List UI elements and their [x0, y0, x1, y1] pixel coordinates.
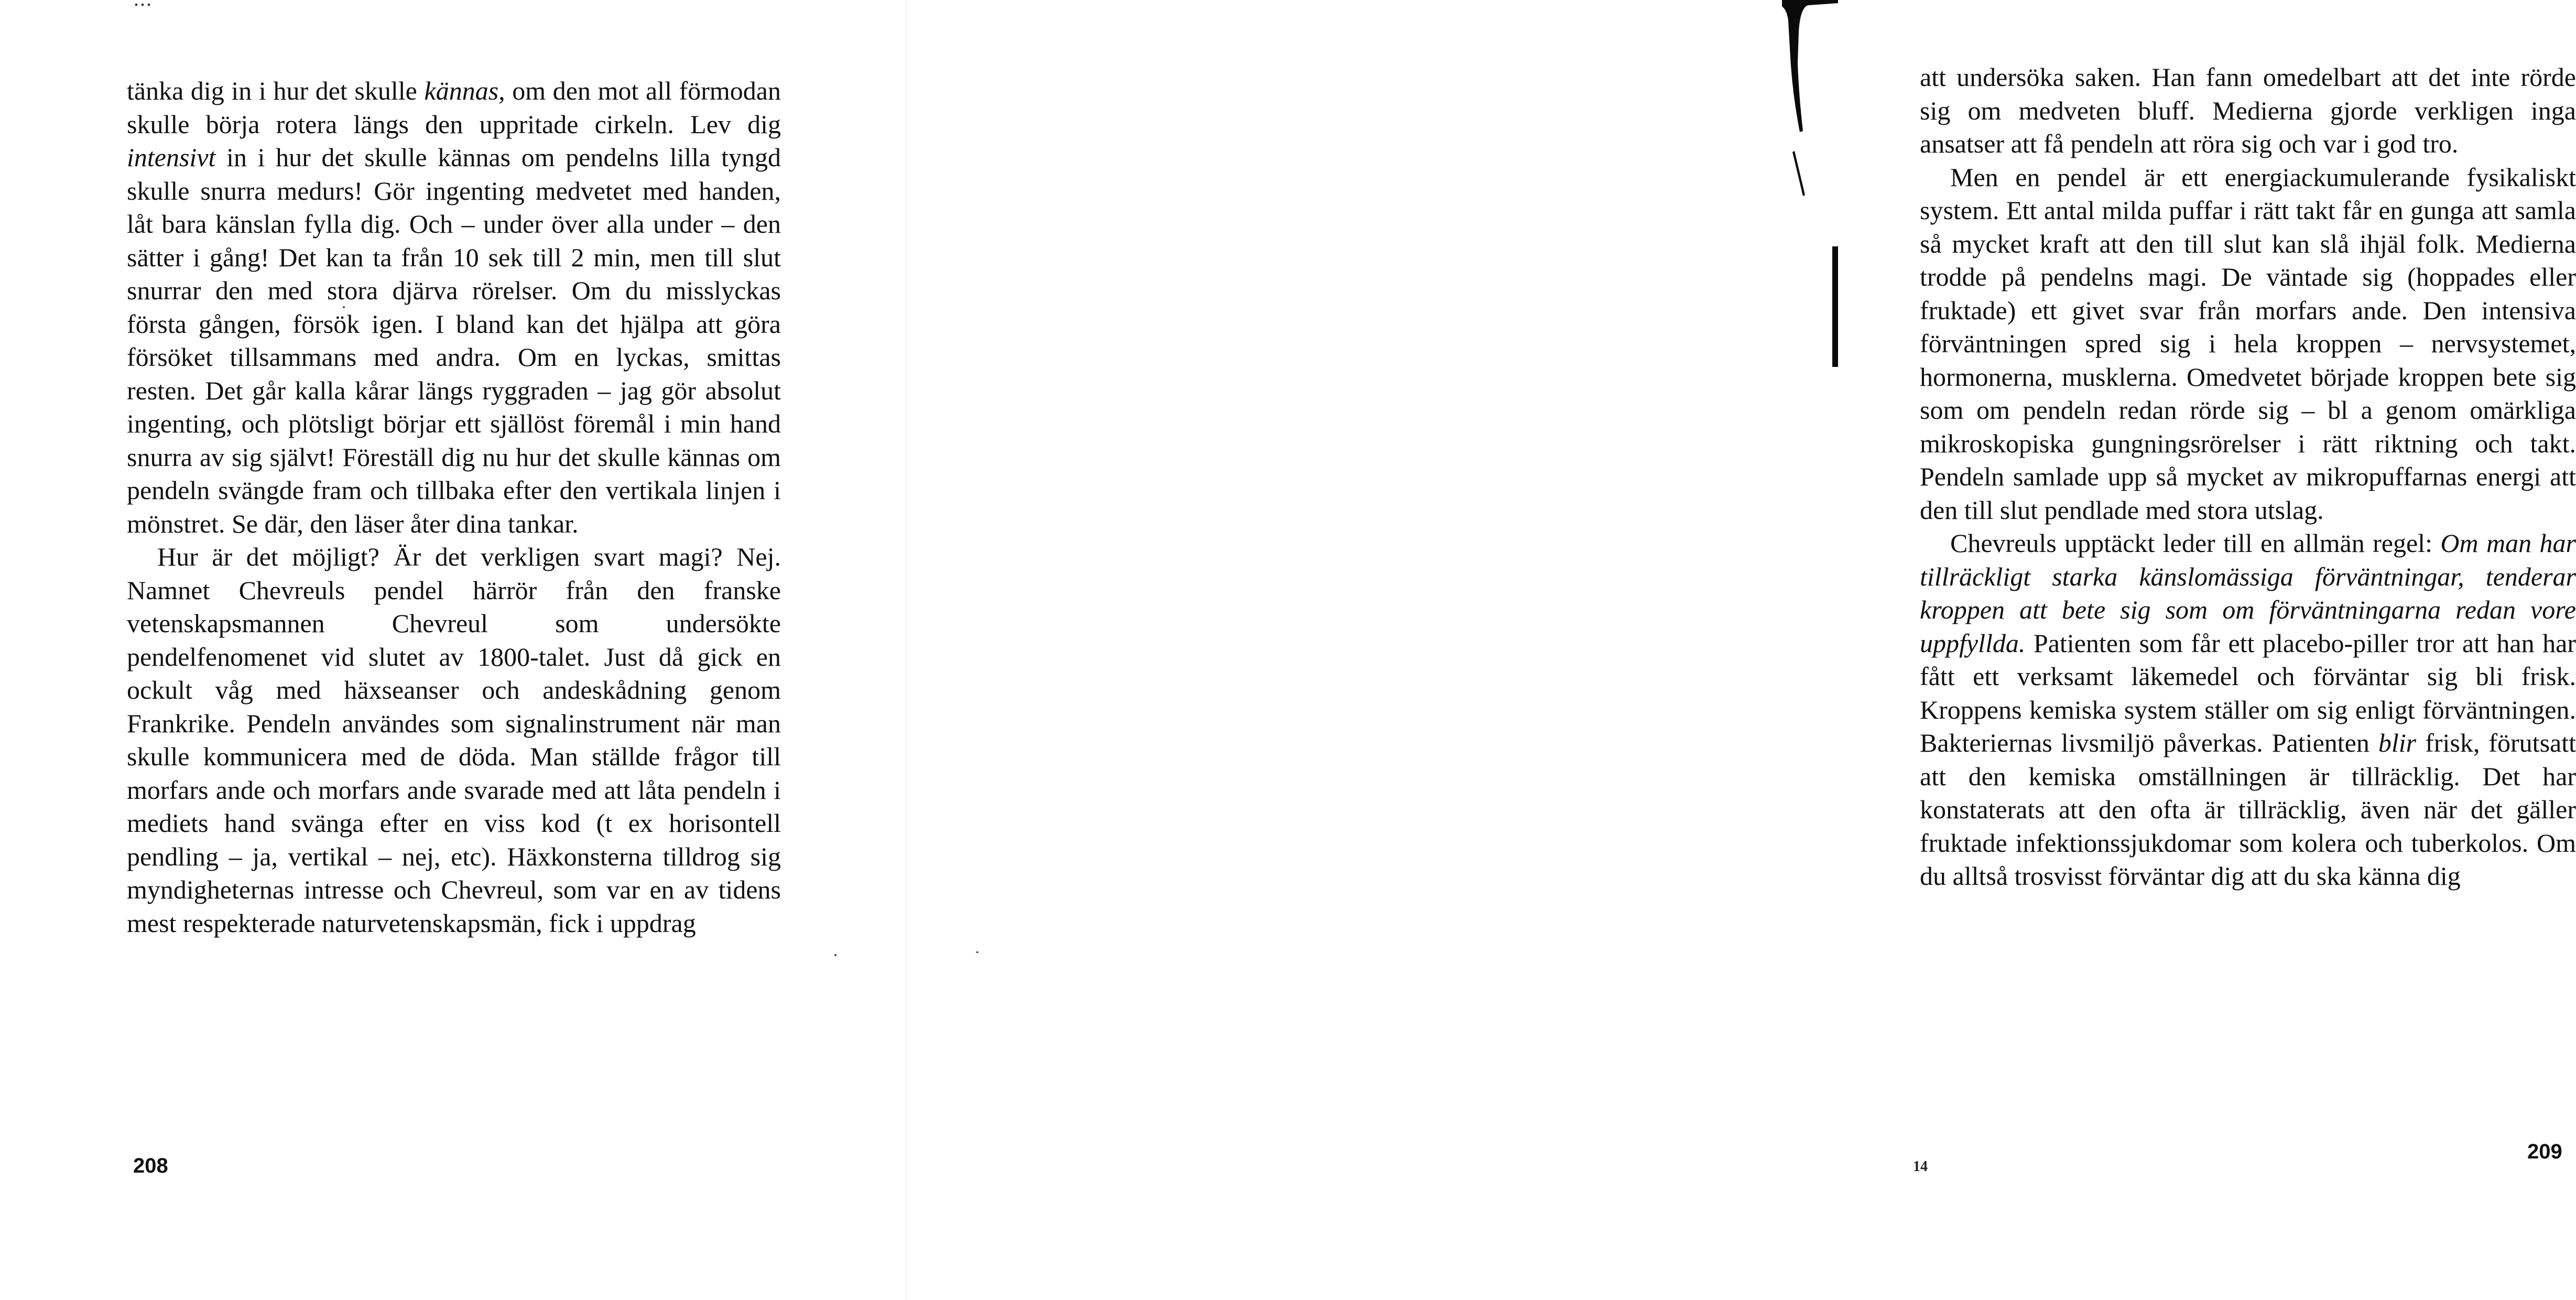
page-number-right: 209 — [2527, 1140, 2562, 1163]
body-paragraph — [1920, 61, 2576, 161]
text-run: Patienten som får ett placebo-piller tror att han har fått ett verksamt läkemedel och förväntar sig bli frisk. Kroppens kemiska system ställer om sig enligt förväntningen. Bakteriernas livsmiljö påverkas. Patienten — [1920, 628, 2576, 757]
left-page — [0, 0, 906, 1300]
body-paragraph — [1920, 527, 2576, 893]
text-run: om den mot all förmodan skulle börja rotera längs den uppritade cirkeln. Lev dig — [127, 76, 781, 139]
printer-signature-mark: 14 — [1913, 1158, 1928, 1175]
body-paragraph — [1920, 161, 2576, 527]
text-run: Hur är det möjligt? Är det verkligen svart magi? Nej. Namnet Chevreuls pendel härrör från den franske vetenskapsmannen Chevreul som undersökte pendelfenomenet vid slutet av 1800-talet. Just då gick en ockult våg med häxseanser och andeskådning genom Frankrike. Pendeln användes som signalinstrument när man skulle kommunicera med de döda. Man ställde frågor till morfars ande och morfars ande svarade med att låta pendeln i mediets hand svänga efter en viss kod (t ex horisontell pendling – ja, vertikal – nej, etc). Häxkonsterna tilldrog sig myndigheternas intresse och Chevreul, som var en av tidens mest respekterade naturvetenskapsmän, fick i uppdrag — [127, 542, 781, 938]
text-run: in i hur det skulle kännas om pendelns lilla tyngd skulle snurra medurs! Gör ingenting medvetet med handen, låt bara känslan fylla dig. Och – under över alla under – den sätter i gång! Det kan ta från 10 sek till 2 min, men till slut snurrar den med stora djärva rörelser. Om du misslyckas första gången, försök igen. I bland kan det hjälpa att göra försöket tillsammans med andra. Om en lyckas, smittas resten. Det går kalla kårar längs ryggraden – jag gör absolut ingenting, och plötsligt börjar ett själlöst föremål i min hand snurra av sig självt! Föreställ dig nu hur det skulle kännas om pendeln svängde fram och tillbaka efter den vertikala linjen i mönstret. Se där, den läser åter dina tankar. — [127, 143, 781, 538]
body-paragraph — [127, 74, 781, 540]
page-number-left: 208 — [133, 1154, 168, 1177]
right-page — [907, 0, 2576, 1300]
text-run: att undersöka saken. Han fann omedelbart att det inte rörde sig om medveten bluff. Medierna gjorde verkligen inga ansatser att få pendeln att röra sig och var i god tro. — [1920, 62, 2576, 158]
text-run: frisk, förutsatt att den kemiska omställningen är tillräcklig. Det har konstaterats att den ofta är tillräcklig, även när det gäller fruktade infektionssjukdomar som kolera och tuberkolos. Om du alltså trosvisst förväntar dig att du ska känna dig — [1920, 728, 2576, 891]
right-page-body — [1920, 61, 2576, 893]
text-run: tänka dig in i hur det skulle — [127, 76, 425, 105]
italic-text-run: intensivt — [127, 143, 216, 172]
text-run: Chevreuls upptäckt leder till en allmän regel: — [1950, 528, 2441, 558]
italic-text-run: Om man har tillräckligt starka känslomässiga förväntningar, tenderar kroppen att bete sig som om förväntningarna redan vore uppfyllda. — [1920, 528, 2576, 658]
italic-text-run: kännas, — [424, 76, 505, 105]
body-paragraph — [127, 540, 781, 940]
italic-text-run: blir — [2378, 728, 2417, 757]
text-run: Men en pendel är ett energiackumulerande fysikaliskt system. Ett antal milda puffar i rätt takt får en gunga att samla så mycket kraft att den till slut kan slå ihjäl folk. Medierna trodde på pendelns magi. De väntade sig (hoppades eller fruktade) ett givet svar från morfars ande. Den intensiva förväntningen spred sig i hela kroppen – nervsystemet, hormonerna, musklerna. Omedvetet började kroppen bete sig som om pendeln redan rörde sig – bl a genom omärkliga mikroskopiska gungningsrörelser i rätt riktning och takt. Pendeln samlade upp så mycket av mikropuffarnas energi att den till slut pendlade med stora utslag. — [1920, 162, 2576, 525]
left-page-body — [127, 74, 781, 940]
